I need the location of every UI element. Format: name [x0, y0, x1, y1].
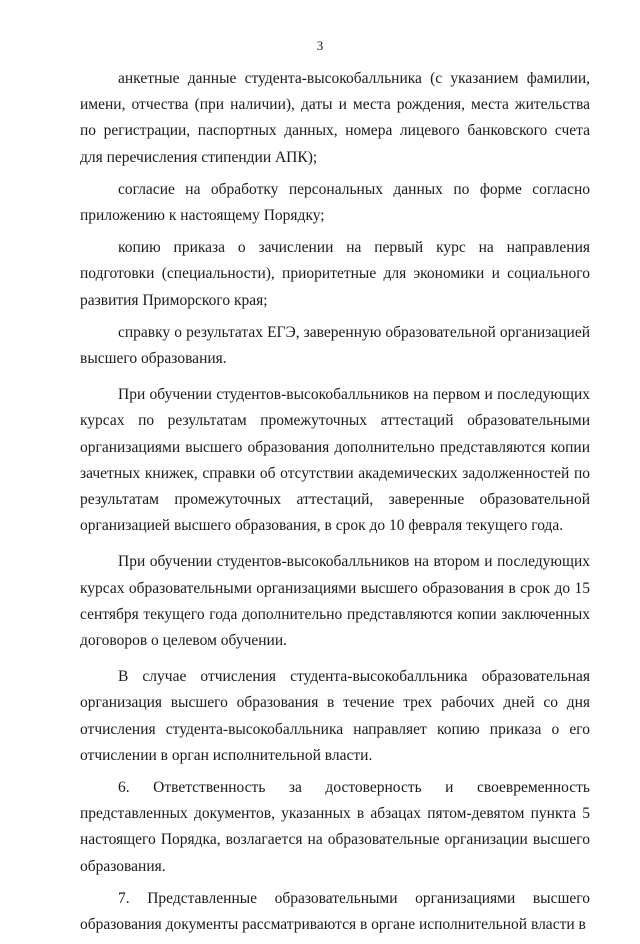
document-body [80, 66, 590, 944]
paragraph-second-course-study: При обучении студентов-высокобалльников на втором и последующих курсах образовательными организациями высшего образования в срок до 15 сентября текущего года дополнительно представляются копии заключенных договоров о целевом обучении. [80, 553, 590, 650]
paragraph-item-6: 6. Ответственность за достоверность и своевременность представленных документов, указанных в абзацах пятом-девятом пункта 5 настоящего Порядка, возлагается на образовательные организации высшего образования. [80, 779, 590, 875]
paragraph-applicant-data: анкетные данные студента-высокобалльника (с указанием фамилии, имени, отчества (при наличии), даты и места рождения, места жительства по регистрации, паспортных данных, номера лицевого банковского счета для перечисления стипендии АПК); [80, 70, 590, 166]
paragraph-enrollment-order: копию приказа о зачислении на первый курс на направления подготовки (специальности), приоритетные для экономики и социального развития Приморского края; [80, 239, 590, 309]
paragraph-exam-results: справку о результатах ЕГЭ, заверенную образовательной организацией высшего образования. [80, 323, 590, 368]
paragraph-consent: согласие на обработку персональных данных по форме согласно приложению к настоящему Порядку; [80, 180, 590, 225]
paragraph-item-7: 7. Представленные образовательными организациями высшего образования документы рассматриваются в органе исполнительной власти в [80, 889, 590, 934]
paragraph-expulsion: В случае отчисления студента-высокобалльника образовательная организация высшего образования в течение трех рабочих дней со дня отчисления студента-высокобалльника направляет копию приказа о его отчислении в орган исполнительной власти. [80, 668, 590, 764]
page-number: 3 [316, 38, 324, 53]
paragraph-first-course-study: При обучении студентов-высокобалльников на первом и последующих курсах по результатам промежуточных аттестаций образовательными организациями высшего образования дополнительно представляются копии зачетных книжек, справки об отсутствии академических задолженностей по результатам промежуточных аттестаций, заверенные образовательной организацией высшего образования, в срок до 10 февраля текущего года. [80, 386, 590, 535]
